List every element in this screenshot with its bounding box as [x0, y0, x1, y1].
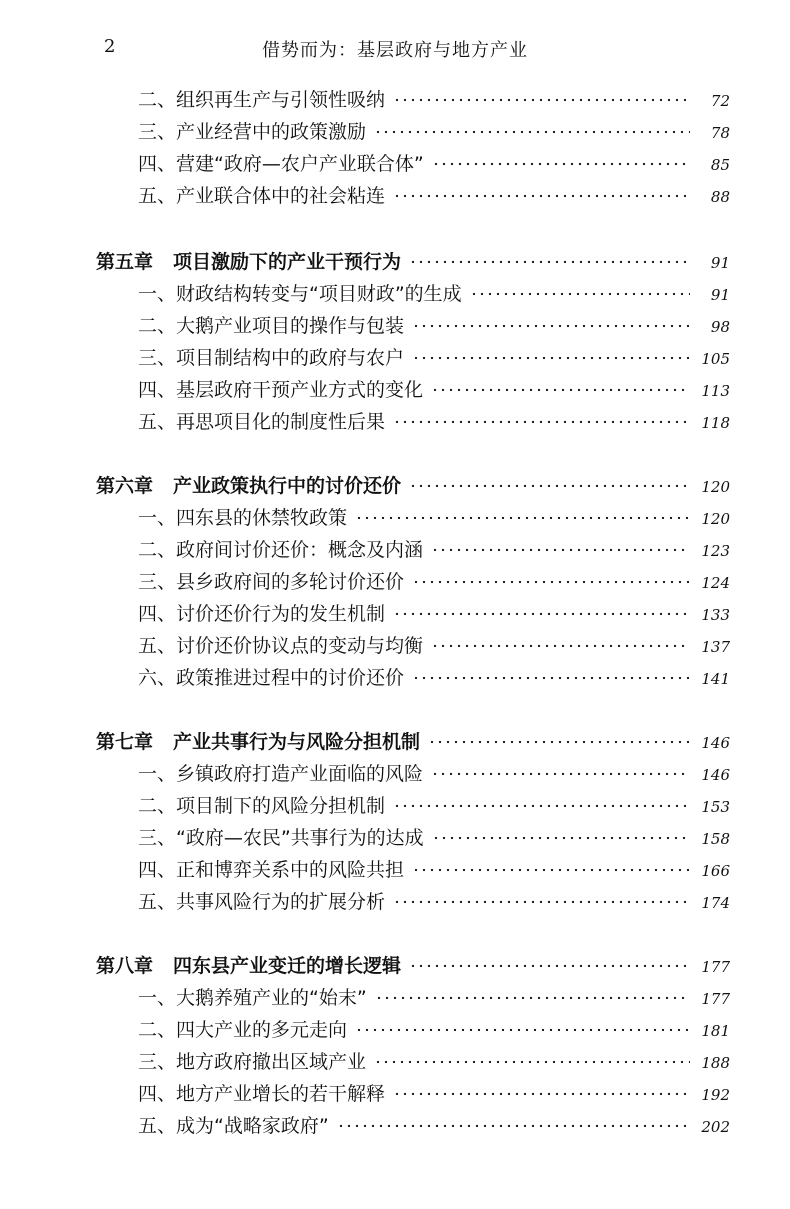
dot-leader — [374, 1060, 690, 1064]
entry-title: 项目激励下的产业干预行为 — [173, 251, 402, 273]
chapter-number: 第七章 — [96, 731, 154, 753]
entry-page-number: 72 — [710, 92, 730, 110]
toc-section-entry[interactable] — [138, 1047, 730, 1077]
toc-section-entry[interactable] — [138, 855, 730, 885]
entry-title: 一、四东县的休禁牧政策 — [138, 507, 348, 529]
entry-title: 六、政策推进过程中的讨价还价 — [138, 667, 405, 689]
dot-leader — [337, 1124, 690, 1128]
entry-page-number: 174 — [701, 894, 730, 912]
entry-page-number: 123 — [701, 542, 730, 560]
entry-title: 四东县产业变迁的增长逻辑 — [173, 955, 402, 977]
dot-leader — [355, 516, 690, 520]
toc-chapter-entry[interactable] — [96, 247, 730, 277]
dot-leader — [409, 260, 690, 264]
dot-leader — [431, 388, 690, 392]
dot-leader — [412, 868, 690, 872]
entry-page-number: 118 — [701, 414, 730, 432]
toc-section-entry[interactable] — [138, 181, 730, 211]
toc-section-entry[interactable] — [138, 791, 730, 821]
entry-title: 二、四大产业的多元走向 — [138, 1019, 348, 1041]
toc-section-entry[interactable] — [138, 117, 730, 147]
entry-title: 四、地方产业增长的若干解释 — [138, 1083, 386, 1105]
entry-page-number: 192 — [701, 1086, 730, 1104]
entry-title: 产业共事行为与风险分担机制 — [173, 731, 421, 753]
page-number: 2 — [104, 36, 116, 57]
entry-page-number: 153 — [701, 798, 730, 816]
dot-leader — [393, 420, 690, 424]
entry-title: 四、讨价还价行为的发生机制 — [138, 603, 386, 625]
entry-title: 四、正和博弈关系中的风险共担 — [138, 859, 405, 881]
toc-section-entry[interactable] — [138, 343, 730, 373]
entry-page-number: 137 — [701, 638, 730, 656]
entry-page-number: 181 — [701, 1022, 730, 1040]
entry-title: 三、项目制结构中的政府与农户 — [138, 347, 405, 369]
page-header — [0, 36, 790, 66]
dot-leader — [374, 130, 690, 134]
entry-title: 二、政府间讨价还价：概念及内涵 — [138, 539, 424, 561]
toc-section-entry[interactable] — [138, 311, 730, 341]
entry-page-number: 146 — [701, 766, 730, 784]
entry-title: 五、再思项目化的制度性后果 — [138, 411, 386, 433]
entry-page-number: 120 — [701, 478, 730, 496]
toc-chapter-entry[interactable] — [96, 471, 730, 501]
toc-section-entry[interactable] — [138, 887, 730, 917]
entry-page-number: 133 — [701, 606, 730, 624]
entry-title: 五、共事风险行为的扩展分析 — [138, 891, 386, 913]
toc-section-entry[interactable] — [138, 375, 730, 405]
chapter-number: 第八章 — [96, 955, 154, 977]
entry-title: 五、产业联合体中的社会粘连 — [138, 185, 386, 207]
dot-leader — [393, 804, 690, 808]
entry-page-number: 188 — [701, 1054, 730, 1072]
dot-leader — [355, 1028, 690, 1032]
dot-leader — [409, 964, 690, 968]
toc-chapter-entry[interactable] — [96, 727, 730, 757]
entry-title: 一、大鹅养殖产业的“始末” — [138, 987, 367, 1009]
dot-leader — [431, 644, 690, 648]
entry-title: 三、县乡政府间的多轮讨价还价 — [138, 571, 405, 593]
toc-section-entry[interactable] — [138, 759, 730, 789]
toc-section-entry[interactable] — [138, 823, 730, 853]
dot-leader — [409, 484, 690, 488]
toc-section-entry[interactable] — [138, 599, 730, 629]
entry-page-number: 85 — [710, 156, 730, 174]
toc-section-entry[interactable] — [138, 663, 730, 693]
entry-page-number: 158 — [701, 830, 730, 848]
dot-leader — [412, 356, 690, 360]
entry-page-number: 105 — [701, 350, 730, 368]
toc-section-entry[interactable] — [138, 149, 730, 179]
dot-leader — [432, 162, 690, 166]
entry-page-number: 113 — [701, 382, 730, 400]
toc-section-entry[interactable] — [138, 631, 730, 661]
entry-title: 一、乡镇政府打造产业面临的风险 — [138, 763, 424, 785]
toc-section-entry[interactable] — [138, 279, 730, 309]
entry-title: 一、财政结构转变与“项目财政”的生成 — [138, 283, 462, 305]
dot-leader — [393, 98, 690, 102]
dot-leader — [393, 194, 690, 198]
dot-leader — [412, 580, 690, 584]
entry-title: 四、营建“政府—农户产业联合体” — [138, 153, 424, 175]
toc-section-entry[interactable] — [138, 1111, 730, 1141]
toc-section-entry[interactable] — [138, 85, 730, 115]
entry-page-number: 202 — [701, 1118, 730, 1136]
toc-section-entry[interactable] — [138, 1015, 730, 1045]
entry-page-number: 141 — [701, 670, 730, 688]
dot-leader — [393, 612, 690, 616]
chapter-number: 第六章 — [96, 475, 154, 497]
entry-title: 四、基层政府干预产业方式的变化 — [138, 379, 424, 401]
toc-section-entry[interactable] — [138, 567, 730, 597]
toc-section-entry[interactable] — [138, 503, 730, 533]
entry-page-number: 88 — [710, 188, 730, 206]
dot-leader — [432, 836, 690, 840]
entry-page-number: 177 — [701, 990, 730, 1008]
entry-title: 二、项目制下的风险分担机制 — [138, 795, 386, 817]
entry-title: 三、地方政府撤出区域产业 — [138, 1051, 367, 1073]
dot-leader — [393, 1092, 690, 1096]
dot-leader — [412, 324, 690, 328]
dot-leader — [393, 900, 690, 904]
entry-page-number: 120 — [701, 510, 730, 528]
dot-leader — [470, 292, 690, 296]
entry-title: 二、大鹅产业项目的操作与包装 — [138, 315, 405, 337]
entry-page-number: 124 — [701, 574, 730, 592]
entry-page-number: 146 — [701, 734, 730, 752]
dot-leader — [375, 996, 690, 1000]
dot-leader — [428, 740, 690, 744]
entry-page-number: 91 — [710, 286, 730, 304]
running-title: 借势而为：基层政府与地方产业 — [262, 40, 528, 61]
dot-leader — [412, 676, 690, 680]
chapter-number: 第五章 — [96, 251, 154, 273]
dot-leader — [431, 772, 690, 776]
entry-page-number: 177 — [701, 958, 730, 976]
toc-section-entry[interactable] — [138, 407, 730, 437]
entry-page-number: 78 — [710, 124, 730, 142]
toc-section-entry[interactable] — [138, 1079, 730, 1109]
toc-section-entry[interactable] — [138, 535, 730, 565]
entry-title: 五、成为“战略家政府” — [138, 1115, 329, 1137]
entry-page-number: 98 — [710, 318, 730, 336]
entry-title: 二、组织再生产与引领性吸纳 — [138, 89, 386, 111]
entry-page-number: 91 — [710, 254, 730, 272]
dot-leader — [431, 548, 690, 552]
entry-title: 五、讨价还价协议点的变动与均衡 — [138, 635, 424, 657]
entry-title: 三、产业经营中的政策激励 — [138, 121, 367, 143]
entry-title: 产业政策执行中的讨价还价 — [173, 475, 402, 497]
entry-title: 三、“政府—农民”共事行为的达成 — [138, 827, 424, 849]
toc-chapter-entry[interactable] — [96, 951, 730, 981]
entry-page-number: 166 — [701, 862, 730, 880]
toc-section-entry[interactable] — [138, 983, 730, 1013]
